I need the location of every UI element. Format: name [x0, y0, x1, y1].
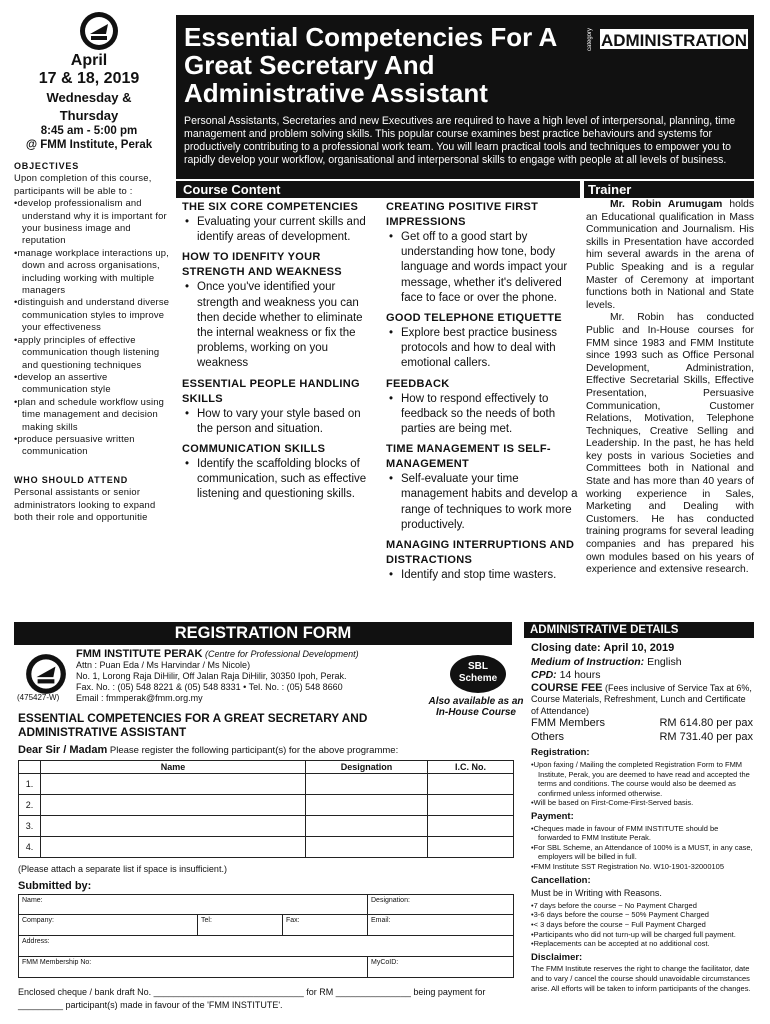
- designation-cell[interactable]: [306, 774, 428, 795]
- objectives-list: [14, 197, 172, 458]
- org-subtitle: (Centre for Professional Development): [205, 649, 359, 659]
- fee-note: (Fees inclusive of Service Tax at 6%, Course Materials, Refreshment, Lunch and Certificate of Attendance): [531, 682, 752, 716]
- cancellation-intro: Must be in Writing with Reasons.: [531, 888, 662, 899]
- course-intro: Personal Assistants, Secretaries and new Executives are required to have a high level of interpersonal, planning, time management and problem solving skills. This popular course examines best practice behaviours and systems for productively contributing to a professional work team. You will learn practical tools and techniques to empower you to rapidly develop your workflow, organisational and interpersonal skills to engage with people at all levels of business.: [184, 115, 736, 166]
- topic-title: CREATING POSITIVE FIRST IMPRESSIONS: [386, 201, 539, 228]
- registration-term: • Upon faxing / Mailing the completed Registration Form to FMM Institute, Perak, you are deemed to have read and accepted the terms and conditions. The course would also be deemed as confirmed unless informed otherwise.: [531, 760, 753, 798]
- ic-cell[interactable]: [428, 774, 514, 795]
- header-banner: [176, 15, 754, 179]
- trainer-bio-p2: Mr. Robin has conducted Public and In-House courses for FMM since 1983 and FMM Institute since 1993 such as Office Personal Development, Administration, Effective Secretarial Skills, Effective Presentation, Persuasive Communication, Customer Relations, Motivation, Telephone Techniques, Creative Selling and Leadership. In the past, he has held key posts in various Societies and Committees both in National and State and has more than 40 years of working experience in Sales, Marketing and Dealing with Customers. He has conducted training programs for several leading companies and has prepared his own modules based on his years of experience and extensive research.: [586, 312, 754, 576]
- admin-details: [531, 642, 753, 993]
- topic-item: • How to vary your style based on the person and situation.: [182, 407, 378, 437]
- event-date-block: [14, 52, 164, 152]
- designation-cell[interactable]: [306, 795, 428, 816]
- payment-enclosed-note: Enclosed cheque / bank draft No. ______________________________ for RM _______________ being payment for _________ participant(s) made in favour of the 'FMM INSTITUTE'.: [18, 987, 486, 1010]
- event-dates: 17 & 18, 2019: [38, 70, 140, 87]
- trainer-name: Mr. Robin Arumugam: [610, 199, 723, 210]
- topic-title: GOOD TELEPHONE ETIQUETTE: [386, 312, 562, 325]
- objectives-intro: Upon completion of this course, participants will be able to :: [14, 172, 152, 196]
- course-content-col-1: [182, 200, 378, 508]
- org-email: Email : fmmperak@fmm.org.my: [76, 693, 203, 703]
- cpd-value: 14 hours: [559, 669, 601, 682]
- registration-terms-heading: Registration:: [531, 747, 590, 759]
- medium-value: English: [647, 655, 682, 668]
- fee-members-row: [531, 717, 753, 731]
- col-header-designation: Designation: [306, 761, 428, 774]
- ic-cell[interactable]: [428, 837, 514, 858]
- trainer-bio-p1: holds an Educational qualification in Mass Communication and Journalism. His skills in Presentation have accorded him several awards in the arena of Public Speaking and is a regular Master of Ceremony at important functions both in National and State levels.: [586, 199, 754, 311]
- fmm-institute-logo: [24, 652, 68, 696]
- cpd-label: CPD:: [531, 669, 557, 682]
- submitter-designation-field[interactable]: Designation:: [368, 895, 514, 914]
- col-header-ic: I.C. No.: [428, 761, 514, 774]
- organizer-details: [76, 649, 416, 704]
- registration-form-heading: REGISTRATION FORM: [14, 622, 512, 645]
- address-field[interactable]: Address:: [18, 936, 514, 956]
- closing-date: Closing date: April 10, 2019: [531, 642, 675, 654]
- course-title: Essential Competencies For A Great Secretary And Administrative Assistant: [184, 22, 557, 108]
- name-cell[interactable]: [41, 795, 306, 816]
- attach-note: (Please attach a separate list if space is insufficient.): [18, 864, 227, 874]
- salutation-text: Please register the following participant(s) for the above programme:: [109, 745, 399, 756]
- topic-title: ESSENTIAL PEOPLE HANDLING SKILLS: [182, 377, 360, 405]
- event-time: 8:45 am - 5:00 pm: [40, 125, 138, 137]
- email-field[interactable]: Email:: [368, 915, 514, 935]
- members-fee: RM 614.80 per pax: [659, 717, 753, 730]
- sbl-scheme-badge: [450, 655, 506, 693]
- cancellation-term: • < 3 days before the course ~ Full Payment Charged: [531, 920, 753, 930]
- submitter-name-field[interactable]: Name:: [18, 895, 368, 914]
- topic-title: COMMUNICATION SKILLS: [182, 443, 326, 456]
- event-venue: @ FMM Institute, Perak: [25, 139, 153, 151]
- event-days: Wednesday &: [46, 90, 132, 105]
- registration-course-name: ESSENTIAL COMPETENCIES FOR A GREAT SECRETARY AND ADMINISTRATIVE ASSISTANT: [18, 711, 368, 739]
- table-row: [19, 774, 514, 795]
- tel-field[interactable]: Tel:: [198, 915, 283, 935]
- name-cell[interactable]: [41, 837, 306, 858]
- row-number: 2.: [19, 795, 41, 816]
- disclaimer-text: The FMM Institute reserves the right to change the facilitator, date and to vary / cancel the course should unavoidable circumstances arise. All efforts will be taken to inform participants of the changes.: [531, 964, 751, 993]
- topic-item: • Self-evaluate your time management habits and develop a range of techniques to work more productively.: [386, 472, 580, 533]
- objectives-heading: OBJECTIVES: [14, 161, 80, 171]
- event-month: April: [70, 52, 108, 69]
- fmm-logo: [78, 10, 120, 52]
- org-registration-id: (475427-W): [17, 693, 60, 702]
- payment-heading: Payment:: [531, 811, 574, 823]
- topic-item: • Once you've identified your strength and weakness you can then decide whether to eliminate the internal weakness or fix the problems, working on you weakness: [182, 280, 378, 371]
- others-fee: RM 731.40 per pax: [659, 730, 753, 743]
- category-label: category: [587, 28, 593, 52]
- org-name: FMM INSTITUTE PERAK: [76, 648, 203, 660]
- payment-term: • Cheques made in favour of FMM INSTITUTE should be forwarded to FMM Institute Perak.: [531, 824, 753, 843]
- topic-title: FEEDBACK: [386, 377, 450, 390]
- ic-cell[interactable]: [428, 795, 514, 816]
- disclaimer-heading: Disclaimer:: [531, 951, 583, 963]
- salutation-label: Dear Sir / Madam: [18, 744, 108, 756]
- registration-term: • Will be based on First-Come-First-Served basis.: [531, 798, 753, 808]
- topic-title: THE SIX CORE COMPETENCIES: [182, 201, 359, 213]
- table-row: [19, 816, 514, 837]
- mycoid-field[interactable]: MyCoID:: [368, 957, 514, 977]
- medium-label: Medium of Instruction:: [531, 655, 645, 668]
- org-address: No. 1, Lorong Raja DiHilir, Off Jalan Raja DiHilir, 30350 Ipoh, Perak.: [76, 671, 347, 681]
- topic-item: • How to respond effectively to feedback so the needs of both parties are being met.: [386, 392, 580, 438]
- payment-term: • FMM Institute SST Registration No. W10-1901-32000105: [531, 862, 753, 872]
- participants-table: [18, 760, 514, 858]
- company-field[interactable]: Company:: [18, 915, 198, 935]
- trainer-heading: Trainer: [584, 181, 754, 198]
- objective-item: • produce persuasive written communication: [14, 433, 172, 458]
- admin-details-heading: ADMINISTRATIVE DETAILS: [524, 622, 754, 638]
- others-label: Others: [531, 730, 565, 743]
- objective-item: • manage workplace interactions up, down and across organisations, including working with multiple managers: [14, 247, 172, 297]
- submitted-by-heading: Submitted by:: [18, 880, 92, 892]
- objective-item: • distinguish and understand diverse communication styles to improve your effectiveness: [14, 296, 172, 333]
- fax-field[interactable]: Fax:: [283, 915, 368, 935]
- org-fax-tel: Fax. No. : (05) 548 8221 & (05) 548 8331 • Tel. No. : (05) 548 8660: [76, 682, 343, 692]
- category-badge: ADMINISTRATION: [598, 27, 750, 51]
- who-text: Personal assistants or senior administrators looking to expand both their role and opportunitie: [14, 486, 156, 522]
- topic-title: HOW TO IDENFITY YOUR STRENGTH AND WEAKNESS: [182, 251, 342, 279]
- cancellation-term: • 3-6 days before the course ~ 50% Payment Charged: [531, 910, 753, 920]
- org-attn: Attn : Puan Eda / Ms Harvindar / Ms Nicole): [76, 660, 251, 670]
- objectives-section: [14, 160, 172, 523]
- course-content-col-2: [386, 200, 580, 588]
- course-content-heading: Course Content: [176, 181, 580, 198]
- row-number: 1.: [19, 774, 41, 795]
- submitter-form: [18, 894, 514, 978]
- who-heading: WHO SHOULD ATTEND: [14, 474, 129, 485]
- sbl-label: SBL: [468, 661, 488, 672]
- ic-cell[interactable]: [428, 816, 514, 837]
- cancellation-term: • Participants who did not turn-up will be charged full payment.: [531, 930, 753, 940]
- table-row: [19, 795, 514, 816]
- topic-title: MANAGING INTERRUPTIONS AND DISTRACTIONS: [386, 539, 575, 567]
- objective-item: • apply principles of effective communication though listening and questioning techniques: [14, 334, 172, 371]
- topic-item: • Identify the scaffolding blocks of communication, such as effective listening and questioning skills.: [182, 457, 378, 503]
- topic-item: • Get off to a good start by understanding how tone, body language and words impact your message, whether it's delivered face to face or over the phone.: [386, 230, 580, 306]
- event-days-2: Thursday: [59, 108, 119, 123]
- fee-others-row: [531, 731, 753, 745]
- col-header-name: Name: [41, 761, 306, 774]
- topic-item: • Evaluating your current skills and identify areas of development.: [182, 215, 378, 245]
- sbl-label-2: Scheme: [458, 673, 498, 684]
- topic-item: • Identify and stop time wasters.: [386, 568, 580, 583]
- row-number: 4.: [19, 837, 41, 858]
- fee-label: COURSE FEE: [531, 681, 603, 694]
- row-number: 3.: [19, 816, 41, 837]
- topic-item: • Explore best practice business protocols and how to deal with emotional callers.: [386, 326, 580, 372]
- objective-item: • develop an assertive communication style: [14, 371, 172, 396]
- objective-item: • develop professionalism and understand why it is important for your business image and reputation: [14, 197, 172, 247]
- objective-item: • plan and schedule workflow using time management and decision making skills: [14, 396, 172, 433]
- cancellation-term: • Replacements can be accepted at no additional cost.: [531, 939, 753, 949]
- trainer-bio: [586, 199, 754, 577]
- topic-title: TIME MANAGEMENT IS SELF-MANAGEMENT: [386, 443, 551, 471]
- designation-cell[interactable]: [306, 816, 428, 837]
- designation-cell[interactable]: [306, 837, 428, 858]
- cancellation-heading: Cancellation:: [531, 874, 591, 886]
- payment-term: • For SBL Scheme, an Attendance of 100% is a MUST, in any case, employers will be billed in full.: [531, 843, 753, 862]
- membership-field[interactable]: FMM Membership No:: [18, 957, 368, 977]
- in-house-note: Also available as an In-House Course: [428, 696, 524, 718]
- salutation: [18, 744, 398, 756]
- col-header-number: [19, 761, 41, 774]
- table-row: [19, 837, 514, 858]
- members-label: FMM Members: [531, 717, 605, 730]
- name-cell[interactable]: [41, 816, 306, 837]
- cancellation-term: • 7 days before the course ~ No Payment Charged: [531, 901, 753, 911]
- name-cell[interactable]: [41, 774, 306, 795]
